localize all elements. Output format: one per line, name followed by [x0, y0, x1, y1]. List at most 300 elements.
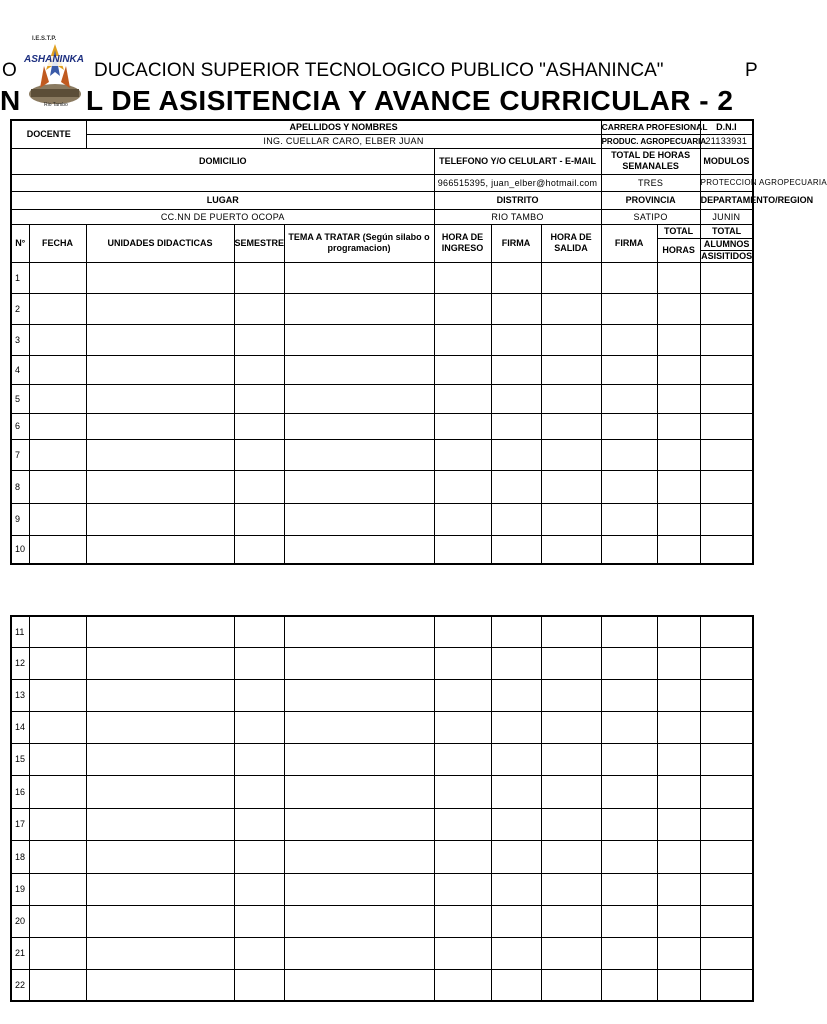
row-cell[interactable] — [601, 775, 657, 808]
row-number: 14 — [11, 711, 29, 743]
row-cell[interactable] — [29, 905, 86, 937]
row-cell[interactable] — [657, 937, 700, 969]
table-row — [11, 679, 753, 711]
row-cell[interactable] — [234, 384, 284, 413]
row-cell[interactable] — [491, 262, 541, 293]
departamento-label: DEPARTAMENTO/REGION — [700, 191, 753, 209]
row-cell[interactable] — [234, 262, 284, 293]
telefono-label: TELEFONO Y/O CELULART - E-MAIL — [434, 148, 601, 174]
row-cell[interactable] — [284, 470, 434, 503]
col-hora-ingreso: HORA DE INGRESO — [434, 224, 491, 262]
col-total-alumnos-top: TOTAL — [700, 224, 753, 238]
row-cell[interactable] — [700, 808, 753, 840]
row-cell[interactable] — [29, 743, 86, 775]
row-cell[interactable] — [541, 616, 601, 647]
row-number: 10 — [11, 535, 29, 564]
row-cell[interactable] — [700, 413, 753, 439]
row-cell[interactable] — [29, 808, 86, 840]
row-cell[interactable] — [284, 503, 434, 535]
row-cell[interactable] — [234, 711, 284, 743]
table-row — [11, 647, 753, 679]
row-cell[interactable] — [234, 439, 284, 470]
row-number: 3 — [11, 324, 29, 355]
row-cell[interactable] — [700, 355, 753, 384]
row-cell[interactable] — [541, 808, 601, 840]
row-number: 20 — [11, 905, 29, 937]
row-cell[interactable] — [29, 679, 86, 711]
table-row — [11, 355, 753, 384]
row-cell[interactable] — [284, 840, 434, 873]
row-cell[interactable] — [86, 743, 234, 775]
row-cell[interactable] — [601, 413, 657, 439]
row-cell[interactable] — [434, 711, 491, 743]
row-cell[interactable] — [434, 840, 491, 873]
row-cell[interactable] — [491, 937, 541, 969]
row-cell[interactable] — [284, 711, 434, 743]
row-cell[interactable] — [491, 384, 541, 413]
row-cell[interactable] — [541, 293, 601, 324]
institution-title — [0, 60, 768, 86]
row-cell[interactable] — [284, 905, 434, 937]
row-cell[interactable] — [700, 262, 753, 293]
table-row — [11, 905, 753, 937]
row-cell[interactable] — [541, 775, 601, 808]
distrito-label: DISTRITO — [434, 191, 601, 209]
row-cell[interactable] — [234, 355, 284, 384]
row-number: 1 — [11, 262, 29, 293]
row-cell[interactable] — [700, 937, 753, 969]
row-cell[interactable] — [284, 355, 434, 384]
row-cell[interactable] — [434, 647, 491, 679]
row-cell[interactable] — [29, 413, 86, 439]
row-cell[interactable] — [29, 439, 86, 470]
row-number: 8 — [11, 470, 29, 503]
row-cell[interactable] — [29, 840, 86, 873]
departamento-value[interactable]: JUNIN — [700, 209, 753, 224]
row-cell[interactable] — [601, 679, 657, 711]
col-semestre: SEMESTRE — [234, 224, 284, 262]
row-cell[interactable] — [29, 535, 86, 564]
row-cell[interactable] — [657, 840, 700, 873]
row-cell[interactable] — [234, 324, 284, 355]
table-row — [11, 384, 753, 413]
row-cell[interactable] — [284, 679, 434, 711]
col-horas: HORAS — [657, 238, 700, 262]
row-cell[interactable] — [541, 384, 601, 413]
table-row — [11, 470, 753, 503]
dni-label: D.N.I — [700, 120, 753, 134]
logo-bottom-text: Rio Tambo — [44, 102, 68, 108]
row-cell[interactable] — [234, 503, 284, 535]
row-cell[interactable] — [601, 905, 657, 937]
row-cell[interactable] — [284, 775, 434, 808]
col-firma-salida: FIRMA — [601, 224, 657, 262]
row-cell[interactable] — [657, 647, 700, 679]
table-row — [11, 873, 753, 905]
table-row — [11, 535, 753, 564]
horas-value[interactable]: TRES — [601, 174, 700, 191]
row-cell[interactable] — [284, 384, 434, 413]
carrera-value[interactable]: PRODUC. AGROPECUARIA — [601, 134, 700, 148]
row-cell[interactable] — [491, 616, 541, 647]
row-cell[interactable] — [491, 775, 541, 808]
row-cell[interactable] — [491, 873, 541, 905]
row-cell[interactable] — [284, 535, 434, 564]
row-cell[interactable] — [700, 647, 753, 679]
row-cell[interactable] — [657, 616, 700, 647]
row-cell[interactable] — [700, 711, 753, 743]
col-alumnos: ALUMNOS — [703, 238, 750, 249]
row-cell[interactable] — [700, 905, 753, 937]
row-cell[interactable] — [434, 535, 491, 564]
row-cell[interactable] — [29, 937, 86, 969]
row-cell[interactable] — [491, 355, 541, 384]
row-cell[interactable] — [86, 355, 234, 384]
row-cell[interactable] — [284, 937, 434, 969]
row-cell[interactable] — [434, 324, 491, 355]
row-cell[interactable] — [657, 384, 700, 413]
row-cell[interactable] — [491, 679, 541, 711]
dni-value[interactable]: 21133931 — [700, 134, 753, 148]
row-cell[interactable] — [29, 470, 86, 503]
row-cell[interactable] — [29, 775, 86, 808]
col-num: N° — [11, 224, 29, 262]
row-cell[interactable] — [284, 616, 434, 647]
row-cell[interactable] — [86, 647, 234, 679]
row-cell[interactable] — [434, 413, 491, 439]
row-cell[interactable] — [29, 324, 86, 355]
row-cell[interactable] — [491, 293, 541, 324]
row-cell[interactable] — [541, 743, 601, 775]
row-cell[interactable] — [86, 262, 234, 293]
row-cell[interactable] — [657, 775, 700, 808]
table-row — [11, 324, 753, 355]
row-cell[interactable] — [700, 873, 753, 905]
row-cell[interactable] — [657, 470, 700, 503]
row-cell[interactable] — [601, 355, 657, 384]
row-cell[interactable] — [86, 470, 234, 503]
row-cell[interactable] — [29, 355, 86, 384]
row-number: 19 — [11, 873, 29, 905]
row-number: 18 — [11, 840, 29, 873]
row-cell[interactable] — [700, 384, 753, 413]
col-fecha: FECHA — [29, 224, 86, 262]
logo-name: ASHANINKA — [24, 54, 84, 65]
row-cell[interactable] — [601, 535, 657, 564]
row-cell[interactable] — [601, 293, 657, 324]
row-cell[interactable] — [234, 873, 284, 905]
row-cell[interactable] — [541, 413, 601, 439]
row-cell[interactable] — [491, 535, 541, 564]
row-cell[interactable] — [541, 711, 601, 743]
row-cell[interactable] — [86, 616, 234, 647]
row-cell[interactable] — [284, 262, 434, 293]
row-cell[interactable] — [491, 743, 541, 775]
row-cell[interactable] — [657, 355, 700, 384]
row-cell[interactable] — [657, 262, 700, 293]
row-cell[interactable] — [284, 324, 434, 355]
row-cell[interactable] — [234, 937, 284, 969]
row-cell[interactable] — [434, 616, 491, 647]
row-cell[interactable] — [657, 969, 700, 1001]
row-cell[interactable] — [234, 535, 284, 564]
domicilio-label: DOMICILIO — [11, 148, 434, 174]
row-cell[interactable] — [541, 840, 601, 873]
col-total-horas-top: TOTAL — [657, 224, 700, 238]
row-cell[interactable] — [234, 470, 284, 503]
row-number: 11 — [11, 616, 29, 647]
row-cell[interactable] — [541, 937, 601, 969]
row-cell[interactable] — [234, 616, 284, 647]
row-cell[interactable] — [657, 873, 700, 905]
row-cell[interactable] — [491, 470, 541, 503]
row-cell[interactable] — [491, 808, 541, 840]
attendance-table-page2 — [10, 615, 754, 1002]
row-cell[interactable] — [29, 873, 86, 905]
row-cell[interactable] — [86, 711, 234, 743]
row-cell[interactable] — [601, 711, 657, 743]
row-cell[interactable] — [700, 324, 753, 355]
row-cell[interactable] — [657, 503, 700, 535]
row-cell[interactable] — [86, 439, 234, 470]
row-cell[interactable] — [284, 439, 434, 470]
row-cell[interactable] — [284, 969, 434, 1001]
row-cell[interactable] — [601, 969, 657, 1001]
modulos-label: MODULOS — [700, 148, 753, 174]
row-cell[interactable] — [86, 905, 234, 937]
row-cell[interactable] — [700, 840, 753, 873]
row-number: 22 — [11, 969, 29, 1001]
row-cell[interactable] — [601, 808, 657, 840]
table-row — [11, 616, 753, 647]
row-cell[interactable] — [491, 503, 541, 535]
row-cell[interactable] — [491, 413, 541, 439]
row-cell[interactable] — [657, 808, 700, 840]
row-cell[interactable] — [434, 470, 491, 503]
row-cell[interactable] — [541, 873, 601, 905]
row-cell[interactable] — [541, 439, 601, 470]
row-cell[interactable] — [541, 535, 601, 564]
title-institution: DUCACION SUPERIOR TECNOLOGICO PUBLICO "ASHANINCA" — [94, 60, 664, 81]
doc-title-fragment-left: N — [0, 85, 21, 116]
table-row — [11, 808, 753, 840]
row-cell[interactable] — [491, 969, 541, 1001]
row-cell[interactable] — [234, 413, 284, 439]
table-row — [11, 775, 753, 808]
row-cell[interactable] — [234, 905, 284, 937]
row-cell[interactable] — [29, 711, 86, 743]
row-cell[interactable] — [601, 937, 657, 969]
row-cell[interactable] — [601, 873, 657, 905]
table-row — [11, 937, 753, 969]
row-cell[interactable] — [434, 384, 491, 413]
row-cell[interactable] — [601, 840, 657, 873]
row-cell[interactable] — [601, 439, 657, 470]
row-cell[interactable] — [700, 470, 753, 503]
row-cell[interactable] — [700, 969, 753, 1001]
row-cell[interactable] — [29, 969, 86, 1001]
row-cell[interactable] — [491, 711, 541, 743]
table-row — [11, 969, 753, 1001]
row-cell[interactable] — [29, 616, 86, 647]
row-cell[interactable] — [434, 503, 491, 535]
row-cell[interactable] — [491, 647, 541, 679]
row-cell[interactable] — [284, 808, 434, 840]
row-cell[interactable] — [541, 679, 601, 711]
row-cell[interactable] — [541, 355, 601, 384]
row-cell[interactable] — [491, 439, 541, 470]
table-row — [11, 293, 753, 324]
row-cell[interactable] — [700, 616, 753, 647]
row-cell[interactable] — [234, 840, 284, 873]
row-cell[interactable] — [491, 324, 541, 355]
row-cell[interactable] — [491, 840, 541, 873]
col-firma-ingreso: FIRMA — [491, 224, 541, 262]
row-cell[interactable] — [29, 647, 86, 679]
table-row — [11, 413, 753, 439]
row-cell[interactable] — [434, 775, 491, 808]
distrito-value[interactable]: RIO TAMBO — [434, 209, 601, 224]
row-cell[interactable] — [434, 873, 491, 905]
row-cell[interactable] — [657, 711, 700, 743]
document-title — [0, 85, 768, 119]
row-cell[interactable] — [29, 503, 86, 535]
row-cell[interactable] — [86, 384, 234, 413]
row-cell[interactable] — [601, 743, 657, 775]
row-cell[interactable] — [284, 293, 434, 324]
row-cell[interactable] — [657, 535, 700, 564]
row-cell[interactable] — [284, 647, 434, 679]
row-cell[interactable] — [86, 808, 234, 840]
table-row — [11, 711, 753, 743]
apellidos-value[interactable]: ING. CUELLAR CARO, ELBER JUAN — [86, 134, 601, 148]
row-cell[interactable] — [434, 679, 491, 711]
row-cell[interactable] — [234, 679, 284, 711]
row-cell[interactable] — [86, 535, 234, 564]
row-cell[interactable] — [434, 743, 491, 775]
attendance-table-page1 — [10, 119, 827, 565]
row-cell[interactable] — [434, 937, 491, 969]
row-cell[interactable] — [434, 439, 491, 470]
lugar-label: LUGAR — [11, 191, 434, 209]
telefono-value[interactable]: 966515395, juan_elber@hotmail.com — [434, 174, 601, 191]
domicilio-value[interactable] — [11, 174, 434, 191]
modulos-value[interactable]: PROTECCION AGROPECUARIA — [700, 174, 753, 191]
row-cell[interactable] — [657, 293, 700, 324]
carrera-label: CARRERA PROFESIONAL — [601, 120, 700, 134]
row-cell[interactable] — [601, 616, 657, 647]
row-cell[interactable] — [541, 969, 601, 1001]
row-cell[interactable] — [86, 873, 234, 905]
row-cell[interactable] — [234, 775, 284, 808]
row-cell[interactable] — [434, 355, 491, 384]
row-cell[interactable] — [86, 503, 234, 535]
row-cell[interactable] — [541, 324, 601, 355]
row-cell[interactable] — [541, 503, 601, 535]
row-cell[interactable] — [234, 743, 284, 775]
row-number: 13 — [11, 679, 29, 711]
row-cell[interactable] — [601, 470, 657, 503]
row-number: 5 — [11, 384, 29, 413]
row-cell[interactable] — [86, 293, 234, 324]
row-cell[interactable] — [284, 743, 434, 775]
row-cell[interactable] — [86, 413, 234, 439]
row-cell[interactable] — [434, 293, 491, 324]
provincia-value[interactable]: SATIPO — [601, 209, 700, 224]
row-cell[interactable] — [657, 439, 700, 470]
row-cell[interactable] — [657, 413, 700, 439]
row-cell[interactable] — [86, 775, 234, 808]
apellidos-label: APELLIDOS Y NOMBRES — [86, 120, 601, 134]
row-cell[interactable] — [284, 873, 434, 905]
row-cell[interactable] — [434, 808, 491, 840]
row-cell[interactable] — [29, 293, 86, 324]
row-cell[interactable] — [434, 905, 491, 937]
row-cell[interactable] — [86, 937, 234, 969]
row-number: 17 — [11, 808, 29, 840]
lugar-value[interactable]: CC.NN DE PUERTO OCOPA — [11, 209, 434, 224]
row-cell[interactable] — [657, 905, 700, 937]
col-unidades: UNIDADES DIDACTICAS — [86, 224, 234, 262]
row-cell[interactable] — [541, 647, 601, 679]
row-number: 6 — [11, 413, 29, 439]
row-number: 4 — [11, 355, 29, 384]
row-cell[interactable] — [700, 293, 753, 324]
row-cell[interactable] — [541, 905, 601, 937]
row-cell[interactable] — [234, 293, 284, 324]
row-cell[interactable] — [434, 262, 491, 293]
row-cell[interactable] — [234, 647, 284, 679]
row-cell[interactable] — [86, 840, 234, 873]
row-cell[interactable] — [29, 384, 86, 413]
row-cell[interactable] — [601, 503, 657, 535]
row-cell[interactable] — [234, 808, 284, 840]
row-cell[interactable] — [86, 679, 234, 711]
row-cell[interactable] — [700, 535, 753, 564]
horas-label: TOTAL DE HORAS SEMANALES — [601, 148, 700, 174]
row-cell[interactable] — [657, 679, 700, 711]
row-cell[interactable] — [541, 470, 601, 503]
row-cell[interactable] — [601, 324, 657, 355]
row-cell[interactable] — [601, 262, 657, 293]
row-cell[interactable] — [29, 262, 86, 293]
row-number: 12 — [11, 647, 29, 679]
row-cell[interactable] — [434, 969, 491, 1001]
row-cell[interactable] — [284, 413, 434, 439]
row-cell[interactable] — [234, 969, 284, 1001]
logo-top-text: I.E.S.T.P. — [32, 36, 57, 42]
row-cell[interactable] — [601, 647, 657, 679]
row-cell[interactable] — [657, 743, 700, 775]
row-number: 21 — [11, 937, 29, 969]
row-cell[interactable] — [86, 324, 234, 355]
row-cell[interactable] — [700, 439, 753, 470]
row-cell[interactable] — [657, 324, 700, 355]
row-cell[interactable] — [491, 905, 541, 937]
row-cell[interactable] — [700, 503, 753, 535]
row-number: 15 — [11, 743, 29, 775]
row-cell[interactable] — [86, 969, 234, 1001]
row-cell[interactable] — [601, 384, 657, 413]
row-cell[interactable] — [700, 775, 753, 808]
provincia-label: PROVINCIA — [601, 191, 700, 209]
row-number: 9 — [11, 503, 29, 535]
docente-label: DOCENTE — [11, 120, 86, 148]
row-cell[interactable] — [700, 679, 753, 711]
table-row — [11, 262, 753, 293]
row-cell[interactable] — [541, 262, 601, 293]
row-cell[interactable] — [700, 743, 753, 775]
